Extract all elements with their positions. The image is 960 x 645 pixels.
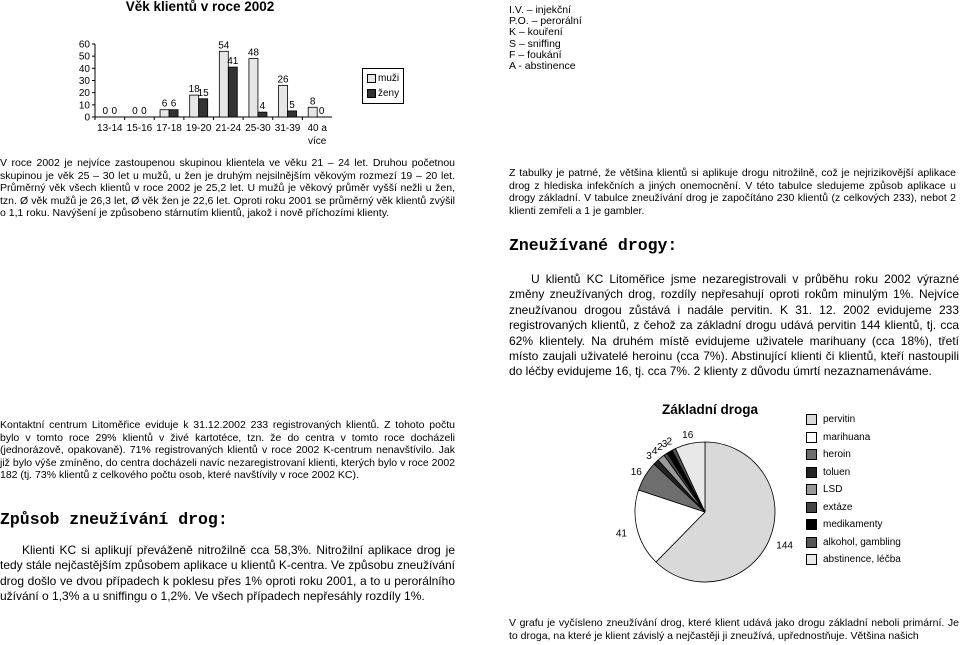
bar-women — [169, 110, 178, 117]
bar-men — [308, 107, 317, 117]
legend-label: toluen — [823, 466, 851, 478]
legend-label: extáze — [823, 501, 853, 513]
legend-swatch — [806, 554, 817, 565]
legend-item — [806, 484, 901, 502]
x-tick-label: 19-20 — [185, 123, 212, 134]
age-paragraph: V roce 2002 je nejvíce zastoupenou skupinou klientela ve věku 21 – 24 let. Druhou početnou skupinou je věk 25 – 30 let u mužů, u žen je druhým nejsilnějším věkovým rozmezí 19 – 20 let. Průměrný věk všech klientů v roce 2002 je 25,2 let. U mužů je věkový průměr vyšší nežli u žen, tzn. Ø věk mužů je 26,3 let, Ø věk žen je 22,6 let. Oproti roku 2001 se průměrný věk klientů zvýšil o 1,1 roku. Navýšení je způsobeno stárnutím klientů, jakož i nově příchozími klienty. — [0, 157, 455, 220]
abbr-item: S – sniffing — [509, 37, 561, 50]
y-tick-label: 30 — [78, 76, 90, 87]
bar-men — [279, 85, 288, 117]
legend-item — [806, 467, 901, 485]
abbr-item: I.V. – injekční — [509, 4, 572, 16]
legend-label: pervitin — [823, 414, 856, 425]
abused-drugs-heading: Zneužívané drogy: — [509, 236, 678, 255]
data-label: 48 — [247, 47, 259, 59]
legend-item — [806, 554, 901, 572]
age-chart — [0, 0, 350, 147]
data-label: 16 — [630, 467, 642, 479]
bar-women — [228, 67, 237, 117]
legend-item — [806, 432, 901, 450]
y-tick-label: 50 — [78, 51, 90, 63]
legend-swatch — [806, 449, 817, 460]
legend-label-men: muži — [378, 73, 400, 84]
bar-men — [160, 110, 169, 117]
x-tick-label: více — [308, 136, 327, 147]
basic-drug-paragraph: V grafu je vyčísleno zneužívání drog, které klient udává jako drogu základní neboli primární. Je to droga, na které je klient závislý a nejčastěji ji zneužívá, upřednostňuje. Většina našich — [509, 617, 959, 642]
x-tick-label: 40 a — [307, 123, 327, 134]
x-tick-label: 13-14 — [97, 123, 123, 134]
bar-women — [199, 99, 208, 117]
x-tick-label: 31-39 — [274, 123, 301, 134]
data-label: 2 — [657, 441, 663, 453]
data-label: 0 — [141, 106, 147, 117]
application-abbreviations — [509, 5, 582, 72]
registered-clients-paragraph: Kontaktní centrum Litoměřice eviduje k 31.12.2002 233 registrovaných klientů. Z tohoto počtu bylo v tomto roce 29% klientů v živé kartotéce, tzn. že do centra v tomto roce docházeli (jednorázově, opakovaně). 71% registrovaných klientů v roce 2002 K-centrum nenavštívilo. Jak již bylo výše zmíněno, do centra docházeli navíc nezaregistrovaní klienti, kterých bylo v roce 2002 182 (tj. 73% klientů z celkového počtu osob, které navštívily v roce 2002 KC). — [0, 419, 455, 482]
chart-title: Základní droga — [661, 402, 759, 417]
legend-item — [806, 502, 901, 520]
abbr-item: K – kouření — [509, 26, 563, 39]
data-label: 144 — [776, 540, 793, 552]
data-label: 2 — [666, 436, 673, 448]
legend-swatch — [806, 484, 817, 495]
data-label: 6 — [161, 98, 168, 110]
legend-label: LSD — [823, 484, 843, 495]
data-label: 5 — [289, 99, 295, 111]
x-tick-label: 17-18 — [156, 123, 182, 134]
legend-item-women — [367, 88, 399, 99]
legend-swatch — [806, 519, 817, 530]
legend-label: alkohol, gambling — [823, 536, 901, 548]
y-tick-label: 20 — [78, 88, 90, 100]
application-paragraph: Z tabulky je patrné, že většina klientů si aplikuje drogu nitrožilně, což je nejrizikovější aplikace drog z hlediska infekčních a jiných onemocnění. V této tabulce sledujeme způsob aplikace u drogy základní. V tabulce zneužívání drog je započítáno 230 klientů (z celkových 233), nebot 2 klienti zemřeli a 1 je gambler. — [509, 167, 956, 217]
y-tick-label: 0 — [84, 112, 90, 124]
data-label: 41 — [615, 528, 627, 540]
chart-title: Věk klientů v roce 2002 — [125, 0, 275, 14]
data-label: 4 — [651, 445, 658, 457]
basic-drug-chart — [583, 398, 808, 616]
data-label: 0 — [102, 106, 109, 117]
legend-swatch — [806, 414, 817, 425]
bar-women — [288, 111, 297, 117]
drug-use-method-heading: Způsob zneužívání drog: — [0, 510, 228, 529]
data-label: 6 — [170, 98, 177, 110]
data-label: 41 — [227, 56, 239, 68]
legend-label-women: ženy — [378, 88, 400, 99]
data-label: 0 — [111, 106, 118, 117]
data-label: 54 — [218, 40, 230, 52]
legend-swatch — [806, 502, 817, 513]
data-label: 15 — [197, 87, 209, 99]
data-label: 18 — [188, 84, 200, 96]
bar-women — [258, 112, 267, 117]
legend-item — [806, 519, 901, 537]
basic-drug-legend — [806, 414, 901, 572]
legend-item — [806, 537, 901, 555]
data-label: 3 — [646, 450, 652, 462]
legend-item — [806, 449, 901, 467]
legend-item — [806, 414, 901, 432]
legend-swatch-women — [367, 89, 376, 98]
drug-use-method-paragraph: Klienti KC si aplikují převáženě nitrožilně cca 58,3%. Nitrožilní aplikace drog je tedy stále nejčastějším způsobem aplikace u klientů K-centra. Ve způsobu zneužívání drog došlo ve dvou případech k poklesu přes 1% oproti roku 2001, a to u perorálního užívání o 1,3% a u sniffingu o 1,2%. Ve všech případech nepřesáhly rozdíly 1%. — [0, 543, 455, 604]
legend-item-men — [367, 73, 399, 84]
legend-label: medikamenty — [823, 519, 883, 530]
age-bar-chart-svg — [0, 0, 350, 147]
x-tick-label: 15-16 — [126, 123, 153, 134]
data-label: 4 — [259, 101, 266, 113]
legend-label: heroin — [823, 449, 851, 460]
y-tick-label: 40 — [78, 63, 90, 75]
legend-swatch — [806, 432, 817, 443]
abbr-item: A - abstinence — [509, 60, 576, 73]
data-label: 26 — [277, 74, 289, 86]
basic-drug-pie-svg — [583, 398, 808, 616]
data-label: 0 — [132, 106, 138, 117]
x-tick-label: 25-30 — [245, 123, 271, 134]
legend-swatch — [806, 537, 817, 548]
legend-label: marihuana — [823, 431, 871, 443]
data-label: 8 — [309, 96, 316, 108]
data-label: 16 — [682, 429, 694, 441]
y-tick-label: 10 — [78, 100, 90, 112]
legend-swatch-men — [367, 74, 376, 83]
x-tick-label: 21-24 — [215, 123, 242, 134]
legend-label: abstinence, léčba — [823, 554, 901, 565]
bar-men — [249, 59, 258, 117]
legend-swatch — [806, 467, 817, 478]
data-label: 0 — [318, 106, 325, 117]
y-tick-label: 60 — [78, 39, 90, 51]
abbr-item: P.O. – perorální — [509, 15, 582, 28]
abused-drugs-paragraph: U klientů KC Litoměřice jsme nezaregistrovali v průběhu roku 2002 výrazné změny zneužívaných drog, rozdíly nepřesahují oproti rokům minulým 1%. Nejvíce zneužívanou drogou zůstává i nadále pervitin. K 31. 12. 2002 evidujeme 233 registrovaných klientů, z čehož za základní drogu udává pervitin 144 klientů, tj. cca 62% klientely. Na druhém místě evidujeme uživatele marihuany (cca 18%), třetí místo zaujali uživatelé heroinu (cca 7%). Abstinující klienti či klientů, kteří nastoupili do léčby evidujeme 16, tj. cca 7%. 2 klienty z důvodu úmrtí nezaznamenáváme. — [509, 272, 959, 379]
abbr-item: F – foukání — [509, 48, 562, 61]
data-label: 3 — [661, 438, 668, 450]
age-chart-legend — [362, 68, 404, 104]
